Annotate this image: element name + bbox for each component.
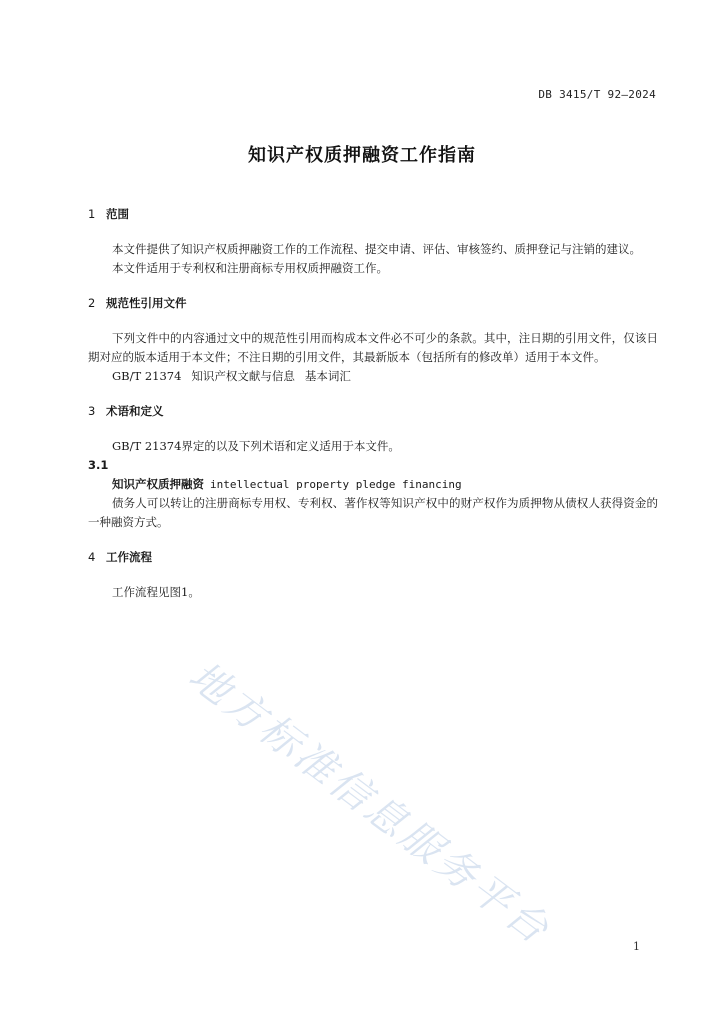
clause-3-1-number: 3.1 (88, 458, 109, 472)
term-definition: 债务人可以转让的注册商标专用权、专利权、著作权等知识产权中的财产权作为质押物从债权人获得资金的一种融资方式。 (88, 496, 658, 529)
section-4-number: 4 (88, 550, 96, 564)
term-entry (88, 475, 658, 494)
section-1-number: 1 (88, 207, 96, 221)
reference-code: GB/T 21374 (112, 369, 182, 383)
section-2-title: 规范性引用文件 (106, 296, 187, 310)
section-4-paragraph-1: 工作流程见图1。 (112, 585, 200, 599)
section-3-paragraph-1: GB/T 21374界定的以及下列术语和定义适用于本文件。 (112, 439, 400, 453)
reference-subtitle: 基本词汇 (304, 369, 351, 383)
section-3-number: 3 (88, 404, 96, 418)
section-1-title: 范围 (106, 207, 129, 221)
section-1-heading (88, 205, 658, 224)
section-2-number: 2 (88, 296, 96, 310)
watermark: 地方标准信息服务平台 (180, 652, 560, 955)
section-3-heading (88, 402, 658, 421)
section-3-title: 术语和定义 (106, 404, 164, 418)
term-chinese: 知识产权质押融资 (112, 477, 204, 491)
section-2-paragraph-1: 下列文件中的内容通过文中的规范性引用而构成本文件必不可少的条款。其中，注日期的引用文件，仅该日期对应的版本适用于本文件；不注日期的引用文件，其最新版本（包括所有的修改单）适用于本文件。 (88, 331, 658, 364)
section-4-heading (88, 548, 658, 567)
normative-reference (88, 367, 658, 386)
section-1-paragraph-1: 本文件提供了知识产权质押融资工作的工作流程、提交申请、评估、审核签约、质押登记与注销的建议。 (112, 242, 641, 256)
term-english: intellectual property pledge financing (210, 478, 462, 491)
document-title: 知识产权质押融资工作指南 (248, 145, 476, 166)
section-4-title: 工作流程 (106, 550, 152, 564)
page-number: 1 (633, 940, 640, 953)
reference-title: 知识产权文献与信息 (191, 369, 295, 383)
section-2-heading (88, 294, 658, 313)
standard-code: DB 3415/T 92—2024 (538, 88, 656, 101)
section-1-paragraph-2: 本文件适用于专利权和注册商标专用权质押融资工作。 (112, 261, 388, 275)
document-body (88, 205, 658, 602)
